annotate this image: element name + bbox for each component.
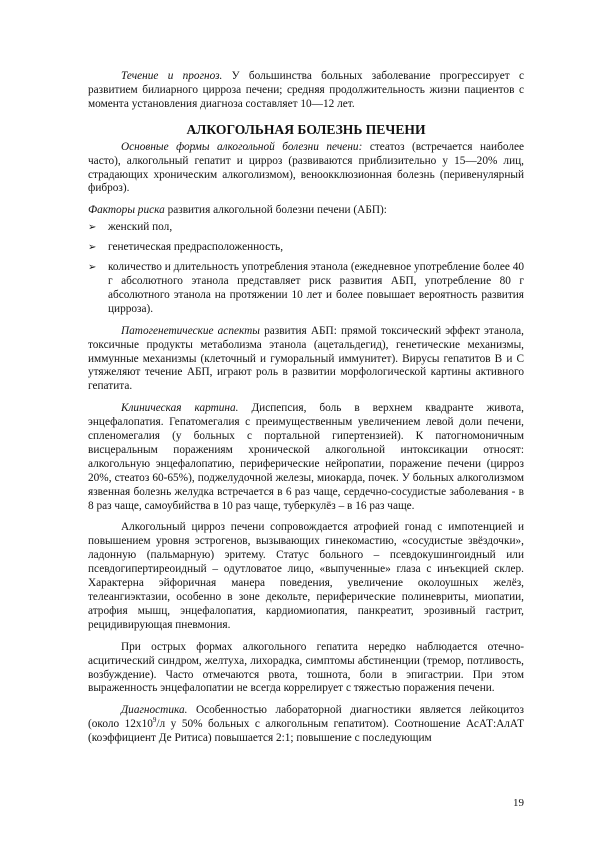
- paragraph-text: /л у 50% больных с алкогольным гепатитом). Соотношение АсАТ:АлАТ (коэффициент Де Ритиса) повышается 2:1; повышение с последующим: [88, 718, 524, 745]
- paragraph-course-prognosis: [88, 70, 524, 112]
- risk-factor-list: [88, 221, 524, 316]
- paragraph-lead: Клиническая картина.: [121, 402, 239, 415]
- paragraph-pathogenesis: [88, 325, 524, 395]
- section-heading: АЛКОГОЛЬНАЯ БОЛЕЗНЬ ПЕЧЕНИ: [186, 121, 426, 137]
- paragraph-diagnostics: [88, 704, 524, 746]
- superscript: 9: [152, 716, 157, 725]
- paragraph-lead: Основные формы алкогольной болезни печени:: [121, 140, 363, 153]
- paragraph-lead: Патогенетические аспекты: [121, 324, 260, 337]
- paragraph-text: развития АБП: прямой токсический эффект этанола, токсичные продукты метаболизма этанола (ацетальдегид), генетические механизмы, иммунные механизмы (клеточный и гуморальный иммунитет). Вирусы гепатитов В и С утяжеляют течение АБП, играют роль в развитии морфологической картины активного гепатита.: [88, 324, 524, 393]
- arrow-bullet-icon: ➢: [88, 262, 97, 274]
- paragraph-lead: Факторы риска: [88, 204, 165, 217]
- page-body: [88, 70, 524, 746]
- paragraph-acute-hepatitis: При острых формах алкогольного гепатита нередко наблюдается отечно-асцитический синдром, желтуха, лихорадка, симптомы абстиненции (тремор, потливость, возбуждение). Часто отмечаются рвота, тошнота, боли в эпигастрии. При этом выраженность энцефалопатии не всегда коррелирует с тяжестью поражения печени.: [88, 640, 524, 695]
- paragraph-text: стеатоз (встречается наиболее часто), алкогольный гепатит и цирроз (развиваются приблизительно у 15—20% лиц, страдающих хроническим алкоголизмом), веноокклюзионная болезнь (перивенулярный фиброз).: [88, 140, 524, 195]
- paragraph-text: Диспепсия, боль в верхнем квадранте живота, энцефалопатия. Гепатомегалия с преимущественным увеличением левой доли печени, спленомегалия (у больных с портальной гипертензией). К патогномоничным висцеральным поражениям хронической алкогольной интоксикации относят: алкогольную энцефалопатию, периферические нейропатии, поражение печени (цирроз 20%, стеатоз 60-65%), поджелудочной железы, миокарда, почек. У больных алкоголизмом язвенная болезнь желудка встречается в 6 раз чаще, сердечно-сосудистые заболевания - в 8 раз чаще, самоубийства в 10 раз чаще, туберкулёз – в 16 раз чаще.: [88, 402, 524, 512]
- paragraph-clinical-picture: [88, 402, 524, 513]
- paragraph-text: развития алкогольной болезни печени (АБП):: [164, 204, 387, 217]
- list-item-text: количество и длительность употребления этанола (ежедневное употребление более 40 г абсолютного этанола представляет риск развития АБП, употребление 80 г абсолютного этанола на протяжении 10 лет и более повышает вероятность развития цирроза).: [108, 261, 524, 315]
- page-number: 19: [513, 797, 524, 809]
- paragraph-text: У большинства больных заболевание прогрессирует с развитием билиарного цирроза печени; средняя продолжительность жизни пациентов с момента установления диагноза составляет 10—12 лет.: [88, 70, 524, 110]
- list-item-text: генетическая предрасположенность,: [108, 241, 284, 254]
- list-item: [88, 221, 524, 235]
- paragraph-lead: Течение и прогноз.: [121, 70, 223, 82]
- paragraph-cirrhosis: Алкогольный цирроз печени сопровождается атрофией гонад с импотенцией и повышением уровня эстрогенов, вызывающих гинекомастию, «сосудистые звёздочки», ладонную (пальмарную) эритему. Статус больного – псевдокушингоидный или псевдогипертиреоидный – одутловатое лицо, «выпученные» глаза с инъекцией склер. Характерна эйфоричная манера поведения, увеличение околоушных желёз, телеангиэктазии, особенно в зоне декольте, периферические полиневриты, миопатии, атрофия мышц, энцефалопатия, кардиомиопатия, панкреатит, эрозивный гастрит, рецидивирующая пневмония.: [88, 521, 524, 631]
- list-item: [88, 241, 524, 255]
- list-item-text: женский пол,: [108, 221, 173, 234]
- list-item: [88, 261, 524, 317]
- arrow-bullet-icon: ➢: [88, 222, 97, 234]
- paragraph-lead: Диагностика.: [121, 704, 188, 717]
- paragraph-risk-factors: [88, 204, 524, 218]
- paragraph-main-forms: [88, 141, 524, 197]
- arrow-bullet-icon: ➢: [88, 242, 97, 254]
- paragraph-text: Особенностью лабораторной диагностики является лейкоцитоз (около 12х10: [88, 704, 524, 731]
